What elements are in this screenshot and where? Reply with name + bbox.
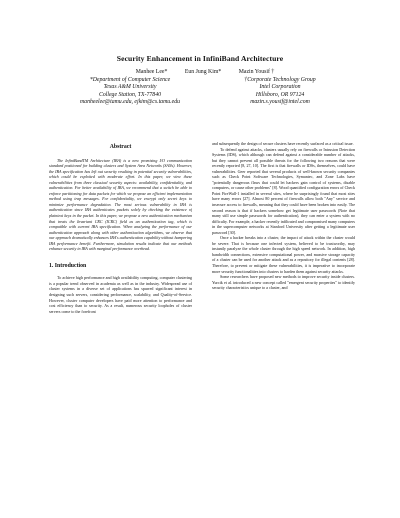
affiliation-tamu bbox=[60, 77, 200, 107]
affiliation-org: Intel Corporation bbox=[259, 84, 301, 91]
body-paragraph: Some researchers have proposed new methods to improve security inside clusters. Yurcik et al. introduced a new concept called "emergent security properties" to identify security characteristics unique to a cluster, and bbox=[212, 274, 355, 291]
body-paragraph: To defend against attacks, clusters usually rely on firewalls or Intrusion Detection Systems (IDS), which although can defend against a considerable number of attacks, but they cannot prevent all possible threats for the following two reasons that were recently reported [8, 27, 10]. The first is that firewalls or IDSs, themselves, could have vulnerabilities. Geer reported that several products of well-known security companies such as Check Point Software Technologies, Symantec, and Zone Labs have "potentially dangerous flaws that could let hackers gain control of systems, disable computers, or cause other problems" [8]. Wood quantified configuration errors of Check Point FireWall-1 installed in several sites, where he surprisingly found that most sites have many errors [27]. Almost 80 percent of firewalls allow both "Any" service and insecure access to firewalls, meaning that they could have been broken into easily. The second reason is that if hackers somehow get legitimate user passwords (Note that many still use simple passwords for authentication), they can enter a system with no difficulty. For example, a hacker recently infiltrated and compromised many computers in the supercomputer networks at Stanford University after getting a legitimate user password [30]. bbox=[212, 146, 355, 235]
right-column bbox=[212, 141, 355, 511]
left-column bbox=[49, 142, 192, 512]
affiliation-city: Hillsboro, OR 97124 bbox=[255, 91, 305, 98]
paper-title: Security Enhancement in InfiniBand Architecture bbox=[116, 54, 284, 63]
abstract-text: The InfiniBandTM Architecture (IBA) is a new promising I/O communication standard positioned for building clusters and System Area Networks (SANs). However, the IBA specification has left out security resulting in potential security vulnerabilities, which could be exploited with moderate effort. In this paper, we view these vulnerabilities from three classical security aspects: availability, confidentiality, and authentication. For better availability of IBA, we recommend that a switch be able to enforce partitioning for data packets for which we propose an efficient implementation method using trap messages. For confidentiality, we encrypt only secret keys to minimize performance degradation. The most serious vulnerability in IBA is authentication since IBA authenticates packets solely by checking the existence of plaintext keys in the packet. In this paper, we propose a new authentication mechanism that treats the Invariant CRC (ICRC) field as an authentication tag, which is compatible with current IBA specification. When analyzing the performance of our authentication approach along with other authentication algorithms, we observe that our approach dramatically enhances IBA's authentication capability without hampering IBA performance benefit. Furthermore, simulation results indicate that our methods enhance security in IBA with marginal performance overhead. bbox=[49, 157, 192, 252]
author-block bbox=[60, 69, 350, 107]
affiliation-intel bbox=[210, 77, 350, 107]
affiliations bbox=[60, 77, 350, 107]
affiliation-city: College Station, TX-77840 bbox=[99, 91, 161, 98]
affiliation-dept: *Department of Computer Science bbox=[89, 76, 171, 83]
introduction-paragraph: To achieve high performance and high availability computing, computer clustering is a popular trend observed in academia as well as in the industry. Widespread use of cluster systems in a diverse set of applications has spurred significant interest in designing such servers, considering performance, scalability, and Quality-of-Service. However, cluster computer developers have paid more attention to performance and cost efficiency than to security. As a result, numerous security loopholes of cluster servers come to the forefront bbox=[49, 275, 192, 314]
author-names bbox=[60, 69, 350, 77]
introduction-heading: 1. Introduction bbox=[49, 262, 87, 269]
body-paragraph: Once a hacker breaks into a cluster, the impact of attack within the cluster would be severe. That is because one infected system, believed to be trustworthy, may instantly paralyze the whole cluster through the high speed network. In addition, high bandwidth connections, extensive computational power, and massive storage capacity of a cluster can be used for another attack and as a repository for illegal contents [28]. Therefore, to prevent or mitigate these vulnerabilities, it is imperative to incorporate more security functionalities into clusters to harden them against security attacks. bbox=[212, 235, 355, 274]
affiliation-dept: †Corporate Technology Group bbox=[244, 76, 316, 83]
affiliation-org: Texas A&M University bbox=[103, 84, 157, 91]
body-paragraph: and subsequently the design of secure clusters have recently surfaced as a critical issue. bbox=[212, 141, 354, 146]
author-name: Manhee Lee* bbox=[135, 69, 168, 75]
affiliation-emails: mazin.s.yousif@intel.com bbox=[250, 99, 310, 106]
author-name: Mazin Yousif † bbox=[238, 69, 275, 75]
author-name: Eun Jung Kim* bbox=[184, 69, 222, 75]
abstract-heading: Abstract bbox=[109, 144, 132, 150]
body-columns bbox=[49, 142, 355, 512]
affiliation-emails: manheelee@tamu.edu, ejkim@cs.tamu.edu bbox=[79, 99, 180, 106]
